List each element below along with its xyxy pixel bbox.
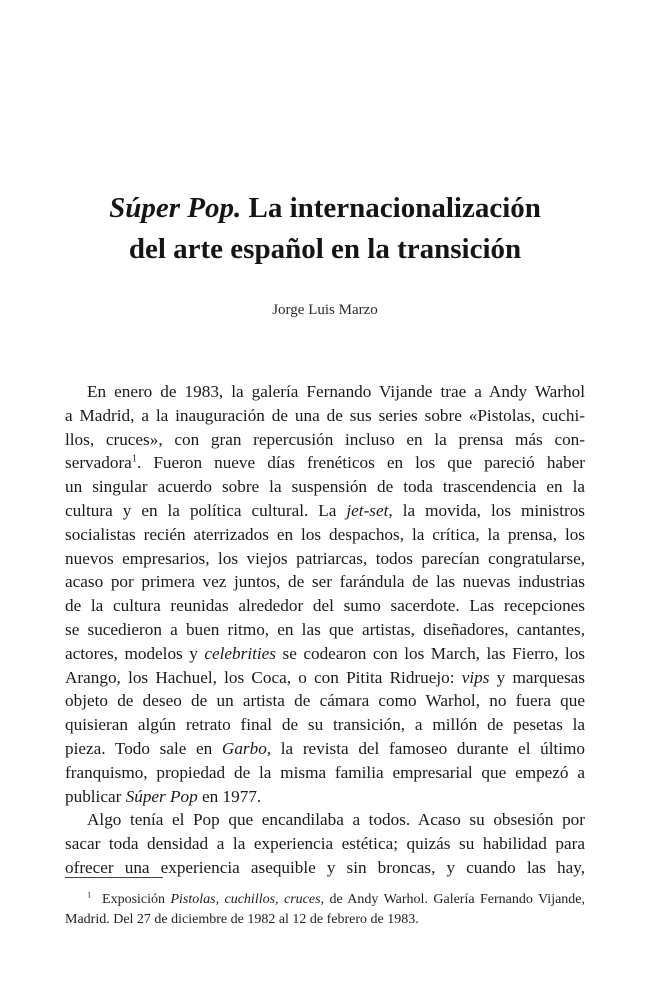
body-emphasis: Garbo, bbox=[221, 738, 272, 758]
body-line: a Madrid, a la inauguración de una de sus series sobre «Pistolas, cuchi- bbox=[65, 405, 585, 425]
footnote-text: , de Andy Warhol. Galería Fernando Vijande, bbox=[320, 892, 586, 907]
body-line: quisieran algún retrato final de su transición, a millón de pesetas la bbox=[65, 715, 585, 735]
body-line: se sucedieron a buen ritmo, en las que artistas, diseñadores, cantantes, bbox=[65, 619, 585, 639]
body-line: socialistas recién aterrizados en los despachos, la crítica, la prensa, los bbox=[65, 524, 585, 544]
body-emphasis: Súper Pop bbox=[125, 786, 198, 806]
body-text: servadora bbox=[65, 453, 132, 473]
body-line bbox=[65, 666, 585, 690]
body-text: y marquesas bbox=[489, 667, 585, 687]
body-emphasis: celebrities bbox=[204, 643, 276, 663]
body-text: publicar bbox=[65, 786, 126, 806]
body-line bbox=[65, 642, 585, 666]
body-line: ofrecer una experiencia asequible y sin broncas, y cuando las hay, bbox=[65, 857, 585, 877]
author-name: Jorge Luis Marzo bbox=[272, 302, 378, 318]
title-line-2: del arte español en la transición bbox=[128, 233, 522, 265]
footnote-emphasis: Pistolas, cuchillos, cruces bbox=[170, 892, 321, 907]
footnote-text: Exposición bbox=[102, 892, 171, 907]
body-line bbox=[65, 451, 585, 475]
body-line bbox=[65, 737, 585, 761]
footnote-divider bbox=[65, 877, 163, 878]
body-line: un singular acuerdo sobre la suspensión de toda trascendencia en la bbox=[65, 477, 585, 497]
body-line: objeto de deseo de un artista de cámara como Warhol, no fuera que bbox=[65, 691, 585, 711]
body-line bbox=[65, 785, 585, 809]
body-text: . Fueron nueve días frenéticos en los que pareció haber bbox=[136, 453, 585, 473]
body-text: en 1977. bbox=[197, 786, 262, 806]
title-line-1 bbox=[0, 188, 650, 229]
footnote-number: 1 bbox=[87, 890, 92, 900]
body-emphasis: jet-set bbox=[346, 500, 389, 520]
body-emphasis: vips bbox=[461, 667, 490, 687]
body-line: En enero de 1983, la galería Fernando Vijande trae a Andy Warhol bbox=[87, 382, 585, 401]
body-line bbox=[65, 499, 585, 523]
footnote-ref[interactable]: 1 bbox=[131, 453, 137, 465]
footnote-line bbox=[65, 890, 585, 910]
body-line: nuevos empresarios, los viejos patriarcas, todos parecían congratularse, bbox=[65, 548, 585, 568]
body-text: actores, modelos y bbox=[65, 643, 205, 663]
body-text: la revista del famoseo durante el último bbox=[271, 738, 586, 758]
title-italic-part: Súper Pop. bbox=[109, 192, 242, 224]
body-line: franquismo, propiedad de la misma familia empresarial que empezó a bbox=[65, 762, 585, 782]
body-line: acaso por primera vez juntos, de ser farándula de las nuevas industrias bbox=[65, 572, 585, 592]
body-text: , la movida, los ministros bbox=[388, 500, 585, 520]
body-text: cultura y en la política cultural. La bbox=[65, 500, 347, 520]
body-line: de la cultura reunidas alrededor del sumo sacerdote. Las recepciones bbox=[65, 596, 585, 616]
footnote bbox=[65, 890, 585, 930]
article-body bbox=[65, 380, 585, 880]
body-text: Arango, los Hachuel, los Coca, o con Pitita Ridruejo: bbox=[65, 667, 462, 687]
body-line: Algo tenía el Pop que encandilaba a todos. Acaso su obsesión por bbox=[87, 810, 585, 830]
footnote-line: Madrid. Del 27 de diciembre de 1982 al 12 de febrero de 1983. bbox=[65, 912, 419, 927]
body-text: se codearon con los March, las Fierro, los bbox=[275, 643, 585, 663]
body-line: llos, cruces», con gran repercusión incluso en la prensa más con- bbox=[65, 429, 585, 449]
body-text: pieza. Todo sale en bbox=[65, 738, 222, 758]
article-title bbox=[0, 188, 650, 270]
title-part-1: La internacionalización bbox=[241, 192, 541, 224]
body-line: sacar toda densidad a la experiencia estética; quizás su habilidad para bbox=[65, 834, 585, 854]
